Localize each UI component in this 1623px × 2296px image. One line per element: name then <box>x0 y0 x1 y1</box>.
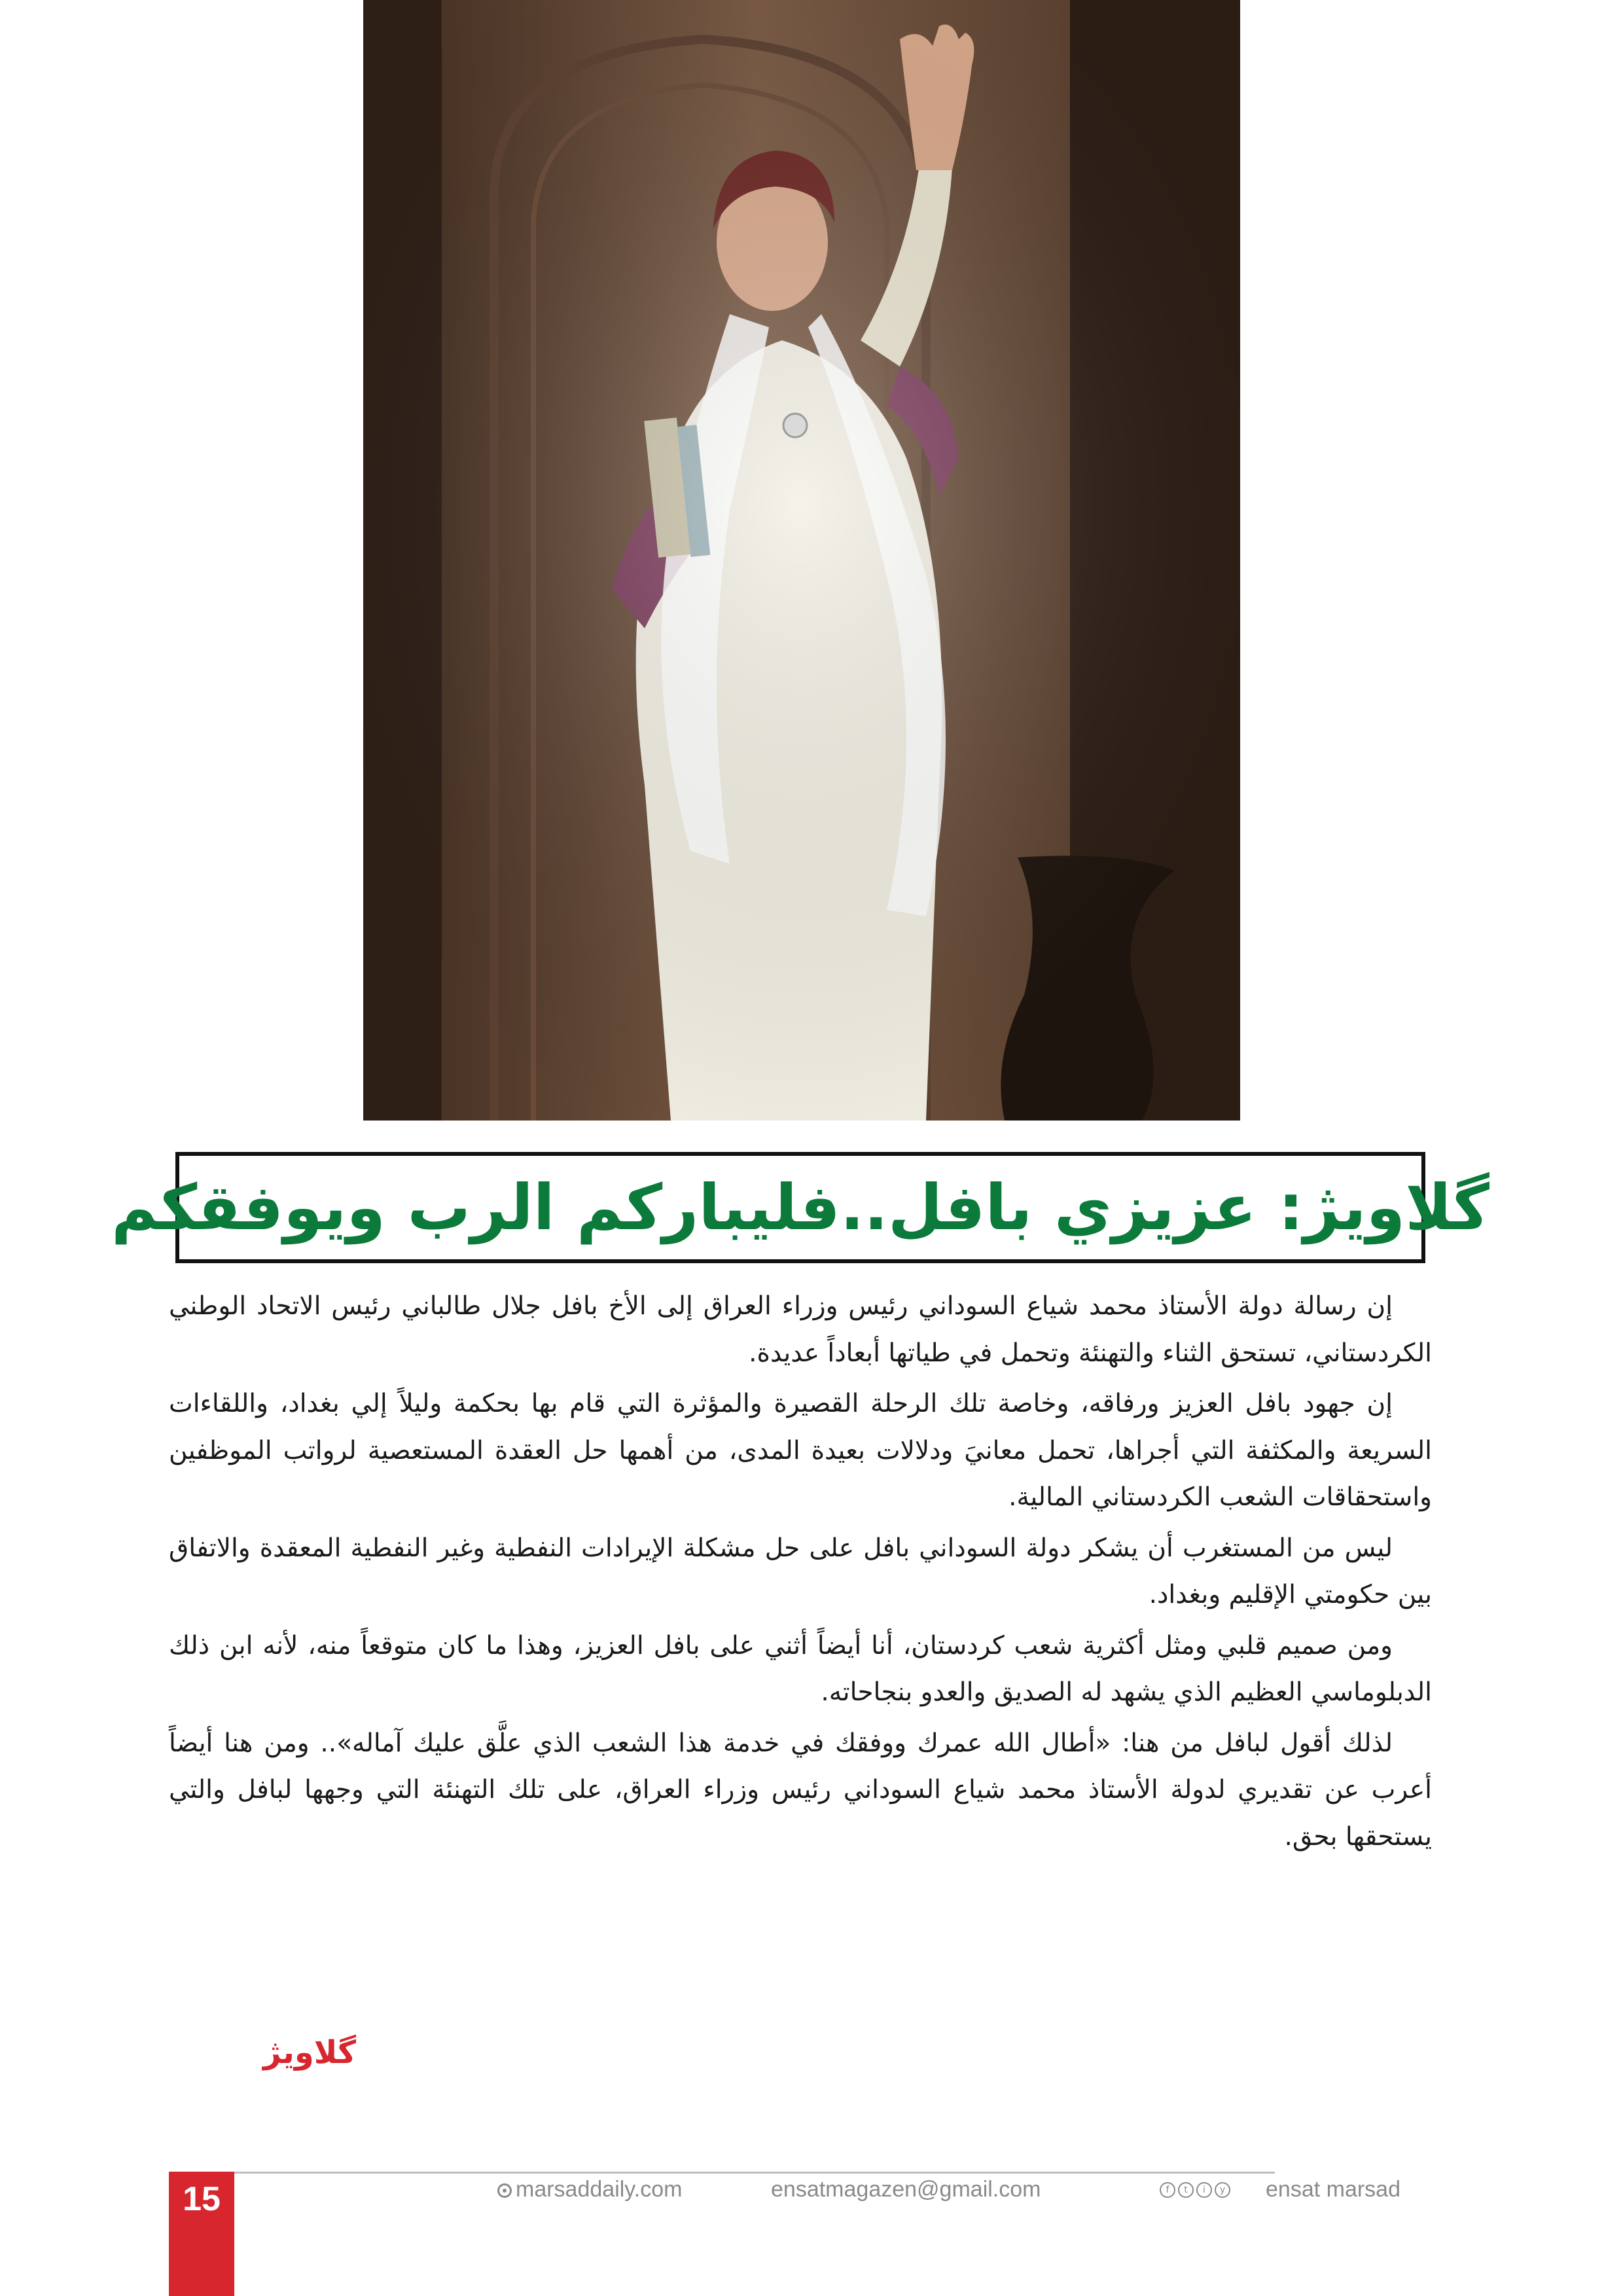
globe-icon <box>497 2183 512 2198</box>
author-signature: گلاویژ <box>263 2034 357 2071</box>
headline: گلاویژ: عزیزي بافل..فليباركم الرب ويوفقكم <box>111 1171 1489 1244</box>
paragraph: ليس من المستغرب أن يشكر دولة السوداني بافل على حل مشكلة الإيرادات النفطية وغير النفطية المعقدة والاتفاق بين حكومتي الإقليم وبغداد. <box>169 1533 1432 1609</box>
paragraph: ومن صميم قلبي ومثل أكثرية شعب كردستان، أنا أيضاً أثني على بافل العزيز، وهذا ما كان متوقعاً منه، لأنه ابن ذلك الدبلوماسي العظيم الذي يشهد له الصديق والعدو بنجاحاته. <box>169 1630 1432 1707</box>
website-link[interactable] <box>497 2177 682 2202</box>
social-icons <box>1160 2182 1230 2198</box>
email-text: ensatmagazen@gmail.com <box>771 2177 1041 2202</box>
article-body <box>169 1283 1432 1864</box>
instagram-icon[interactable]: i <box>1196 2182 1212 2198</box>
youtube-icon[interactable]: y <box>1215 2182 1230 2198</box>
paragraph: إن جهود بافل العزيز ورفاقه، وخاصة تلك الرحلة القصيرة والمؤثرة التي قام بها بحكمة وليلاً إلي بغداد، واللقاءات السريعة والمكثفة التي أجراها، تحمل معانيَ ودلالات بعيدة المدى، من أهمها حل العقدة المستعصية لرواتب الموظفين واستحقاقات الشعب الكردستاني المالية. <box>169 1389 1432 1512</box>
twitter-icon[interactable]: t <box>1178 2182 1194 2198</box>
page-number: 15 <box>183 2180 221 2218</box>
headline-box <box>111 1152 1489 1263</box>
woman-waving-photo <box>363 0 1240 1121</box>
paragraph: إن رسالة دولة الأستاذ محمد شياع السوداني رئيس وزراء العراق إلى الأخ بافل جلال طالباني رئيس الاتحاد الوطني الكردستاني، تستحق الثناء والتهنئة وتحمل في طياتها أبعاداً عديدة. <box>169 1291 1432 1368</box>
article-photo <box>363 0 1240 1121</box>
paragraph: لذلك أقول لبافل من هنا: «أطال الله عمرك ووفقك في خدمة هذا الشعب الذي علَّق عليك آماله».. ومن هنا أيضاً أعرب عن تقديري لدولة الأستاذ محمد شياع السوداني رئيس وزراء العراق، على تلك التهنئة التي وجهها لبافل والتي يستحقها بحق. <box>169 1728 1432 1852</box>
social-handle: ensat marsad <box>1266 2177 1400 2202</box>
footer-divider <box>169 2172 1275 2174</box>
facebook-icon[interactable]: f <box>1160 2182 1175 2198</box>
website-text: marsaddaily.com <box>516 2177 683 2202</box>
email-link[interactable] <box>771 2177 1041 2202</box>
